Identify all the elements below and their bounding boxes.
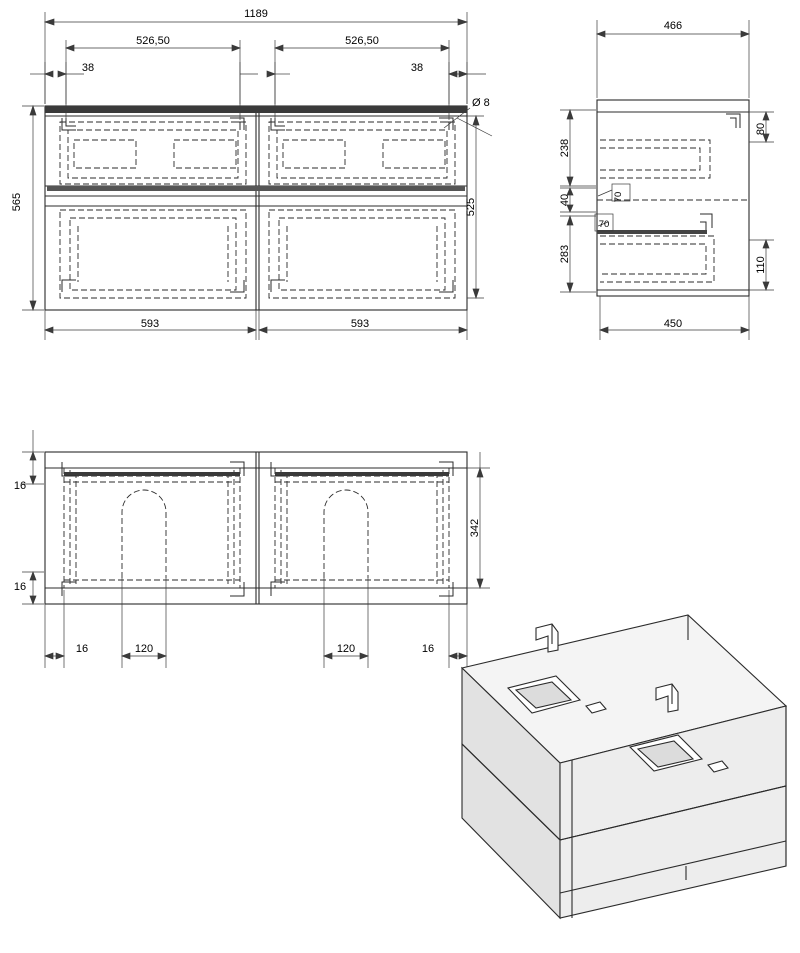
dim-label-80: 80 — [755, 122, 767, 136]
dim-label-565: 565 — [11, 192, 23, 212]
dim-label-466: 466 — [663, 20, 683, 32]
front-mounting-brackets — [62, 118, 453, 292]
side-view — [559, 20, 774, 340]
dim-label-120-right: 120 — [336, 643, 356, 655]
dim-label-70-upper: 70 — [613, 191, 624, 203]
dim-label-40: 40 — [559, 193, 571, 207]
dim-label-450: 450 — [663, 318, 683, 330]
dim-565 — [22, 106, 44, 310]
isometric-view — [462, 615, 786, 918]
dim-label-diameter-8: Ø 8 — [472, 97, 490, 109]
dim-label-238: 238 — [559, 138, 571, 158]
front-top-rail — [45, 106, 467, 113]
dim-label-16-bottom: 16 — [13, 581, 27, 593]
side-shelf-band — [597, 230, 707, 234]
dim-label-110: 110 — [755, 256, 767, 274]
dim-1189 — [45, 12, 467, 104]
top-view — [14, 430, 490, 668]
dim-label-1189: 1189 — [244, 8, 268, 20]
dim-label-16-right-margin: 16 — [421, 643, 435, 655]
dim-593 — [45, 310, 467, 340]
dim-label-525: 525 — [465, 197, 477, 217]
dim-label-593-left: 593 — [140, 318, 160, 330]
front-view — [11, 8, 492, 340]
front-view-body — [45, 106, 467, 310]
dim-label-70-lower: 70 — [598, 219, 610, 230]
dim-label-526-right: 526,50 — [345, 35, 379, 47]
side-view-hidden-lines — [597, 140, 749, 282]
top-rail-left — [64, 472, 240, 476]
side-mounting-brackets — [700, 114, 740, 230]
dim-label-342: 342 — [469, 518, 481, 538]
dim-label-120-left: 120 — [134, 643, 154, 655]
top-rail-right — [275, 472, 449, 476]
dim-label-16-top: 16 — [13, 480, 27, 492]
dim-label-16-left-margin: 16 — [75, 643, 89, 655]
dim-label-283: 283 — [559, 244, 571, 264]
front-drawer-hidden-lines — [60, 122, 455, 298]
dim-label-38-left: 38 — [81, 62, 95, 74]
dim-16-top — [22, 430, 44, 484]
dim-label-593-right: 593 — [350, 318, 370, 330]
front-mid-rail — [47, 186, 465, 191]
dim-label-526-left: 526,50 — [136, 35, 170, 47]
dim-label-38-right: 38 — [410, 62, 424, 74]
